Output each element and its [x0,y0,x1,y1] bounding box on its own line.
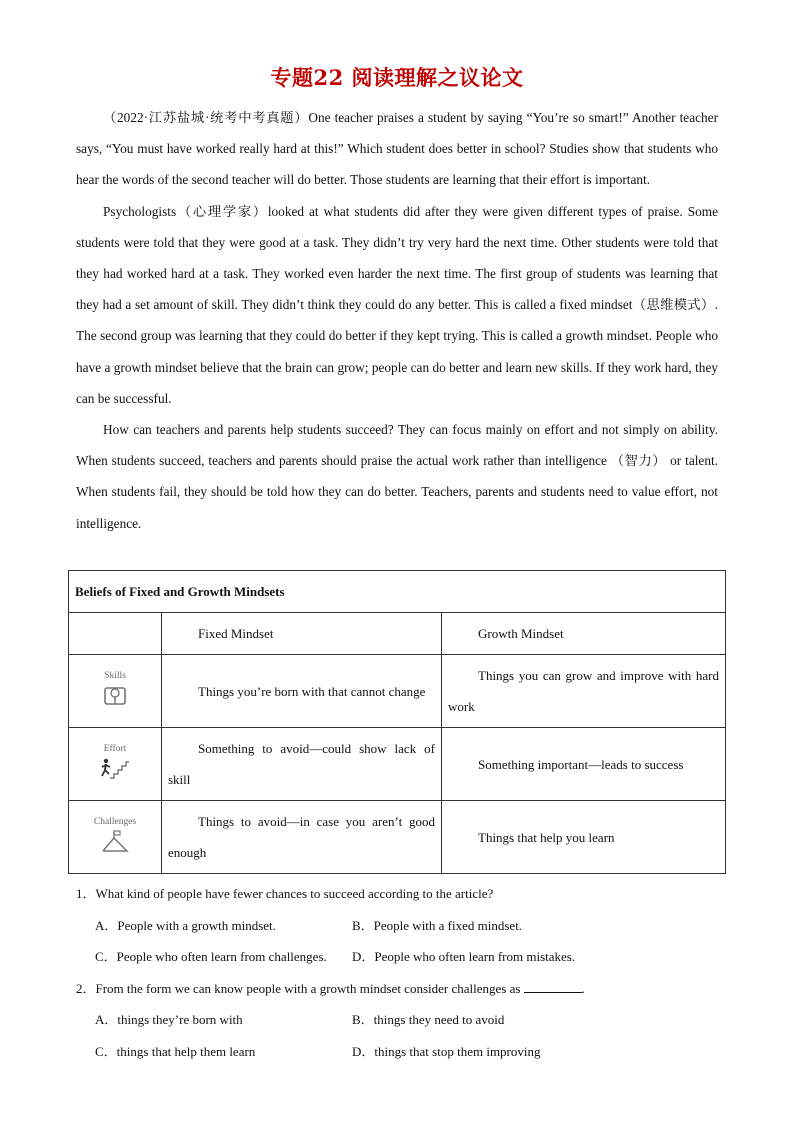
question-2-option-c[interactable]: C．things that help them learn [95,1043,256,1059]
question-1-options-row-1 [76,910,726,942]
effort-icon [100,756,130,780]
effort-icon-label: Effort [103,744,127,754]
mindset-table [68,570,726,874]
table-row [69,655,726,728]
page-title: 专题22 阅读理解之议论文 [270,65,524,90]
question-2-options-row-2 [76,1036,726,1068]
challenges-icon-label: Challenges [93,817,137,827]
challenges-growth-cell: Things that help you learn [442,801,726,874]
question-1-option-b[interactable]: B．People with a fixed mindset. [352,917,523,933]
challenges-icon-cell [69,801,162,874]
header-growth: Growth Mindset [442,613,726,655]
question-1-option-d[interactable]: D．People who often learn from mistakes. [352,949,576,964]
question-2-option-d[interactable]: D．things that stop them improving [352,1043,541,1059]
paragraph-3: How can teachers and parents help students succeed? They can focus mainly on effort and not simply on ability. When students succeed, teachers and parents should praise the actual work rather than intelligence （智力） or talent. When students fail, they should be told how they can do better. Teachers, parents and students need to value effort, not intelligence. [76,422,718,531]
table-row [69,801,726,874]
header-fixed: Fixed Mindset [162,613,442,655]
skills-icon-cell [69,655,162,728]
skills-icon [102,683,128,707]
header-empty-cell [69,613,162,655]
question-1-stem: 1．What kind of people have fewer chances to succeed according to the article? [76,886,494,901]
paragraph-1: （2022·江苏盐城·统考中考真题）One teacher praises a student by saying “You’re so smart!” Another teacher says, “You must have worked really hard at this!” Which student does better in school? Studies show that students who hear the words of the second teacher will do better. Those students are learning that their effort is important. [76,110,718,188]
skills-icon-label: Skills [104,671,126,681]
effort-growth-cell: Something important—leads to success [442,728,726,801]
challenges-fixed-cell: Things to avoid—in case you aren’t good enough [162,801,442,874]
question-2-stem: 2．From the form we can know people with a growth mindset consider challenges as . [76,980,585,996]
table-header-row [69,613,726,655]
questions [76,878,726,1067]
table-row [69,728,726,801]
effort-fixed-cell: Something to avoid—could show lack of skill [162,728,442,801]
answer-blank [524,979,582,993]
paragraph-2: Psychologists（心理学家）looked at what students did after they were given different types of praise. Some students were told that they were good at a task. They didn’t try very hard the next time. Other students were told that they had worked hard at a task. They worked even harder the next time. The first group of students was learning that they had a set amount of skill. They didn’t think they could do any better. This is called a fixed mindset（思维模式）. The second group was learning that they could do better if they kept trying. This is called a growth mindset. People who have a growth mindset believe that the brain can grow; people can do better and learn new skills. If they work hard, they can be successful. [76,203,718,406]
question-1-option-c[interactable]: C．People who often learn from challenges. [95,949,327,964]
question-2-options-row-1 [76,1004,726,1036]
effort-icon-cell [69,728,162,801]
question-2-option-b[interactable]: B．things they need to avoid [352,1012,505,1027]
table-caption: Beliefs of Fixed and Growth Mindsets [69,571,726,613]
challenges-icon [101,829,129,853]
skills-growth-cell: Things you can grow and improve with hard work [442,655,726,728]
question-2-option-a[interactable]: A．things they’re born with [95,1012,243,1027]
skills-fixed-cell: Things you’re born with that cannot change [162,655,442,728]
question-1-option-a[interactable]: A．People with a growth mindset. [95,917,276,933]
question-1-options-row-2 [76,941,726,973]
passage [76,102,718,539]
